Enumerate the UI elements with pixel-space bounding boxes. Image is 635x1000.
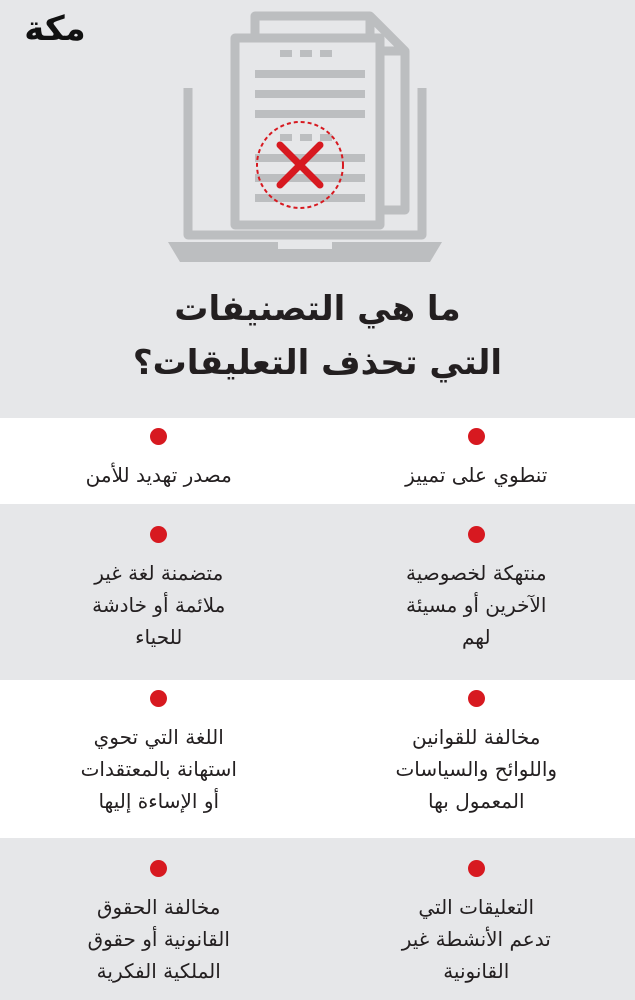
laptop-document-delete-icon xyxy=(160,10,450,280)
page-title xyxy=(0,282,635,402)
category-text: مخالفة للقوانين واللوائح والسياسات المعمول بها xyxy=(395,725,558,813)
category-text: مصدر تهديد للأمن xyxy=(85,463,232,487)
title-line-2: التي تحذف التعليقات؟ xyxy=(132,343,503,383)
category-item xyxy=(318,504,635,680)
red-dot-icon xyxy=(468,690,485,707)
logo xyxy=(14,4,96,54)
category-item xyxy=(318,680,635,838)
category-row-1 xyxy=(0,418,635,504)
logo-text: مكة xyxy=(24,9,86,49)
category-row-2 xyxy=(0,504,635,680)
red-dot-icon xyxy=(468,428,485,445)
category-text: مخالفة الحقوق القانونية أو حقوق الملكية الفكرية xyxy=(87,895,230,983)
category-text: منتهكة لخصوصية الآخرين أو مسيئة لهم xyxy=(405,561,547,649)
category-item xyxy=(0,418,318,504)
red-dot-icon xyxy=(468,526,485,543)
category-text: تنطوي على تمييز xyxy=(405,463,548,487)
red-dot-icon xyxy=(150,860,167,877)
category-item xyxy=(0,680,318,838)
category-row-3 xyxy=(0,680,635,838)
category-item xyxy=(0,504,318,680)
title-line-1: ما هي التصنيفات xyxy=(174,289,461,329)
category-row-4 xyxy=(0,838,635,1000)
red-dot-icon xyxy=(150,690,167,707)
category-text: اللغة التي تحوي استهانة بالمعتقدات أو الإساءة إليها xyxy=(80,725,237,813)
category-item xyxy=(318,838,635,1000)
category-text: متضمنة لغة غير ملائمة أو خادشة للحياء xyxy=(92,561,226,649)
category-item xyxy=(0,838,318,1000)
category-text: التعليقات التي تدعم الأنشطة غير القانونية xyxy=(401,895,551,983)
red-dot-icon xyxy=(150,428,167,445)
category-item xyxy=(318,418,635,504)
red-dot-icon xyxy=(150,526,167,543)
red-dot-icon xyxy=(468,860,485,877)
categories-grid xyxy=(0,418,635,1000)
